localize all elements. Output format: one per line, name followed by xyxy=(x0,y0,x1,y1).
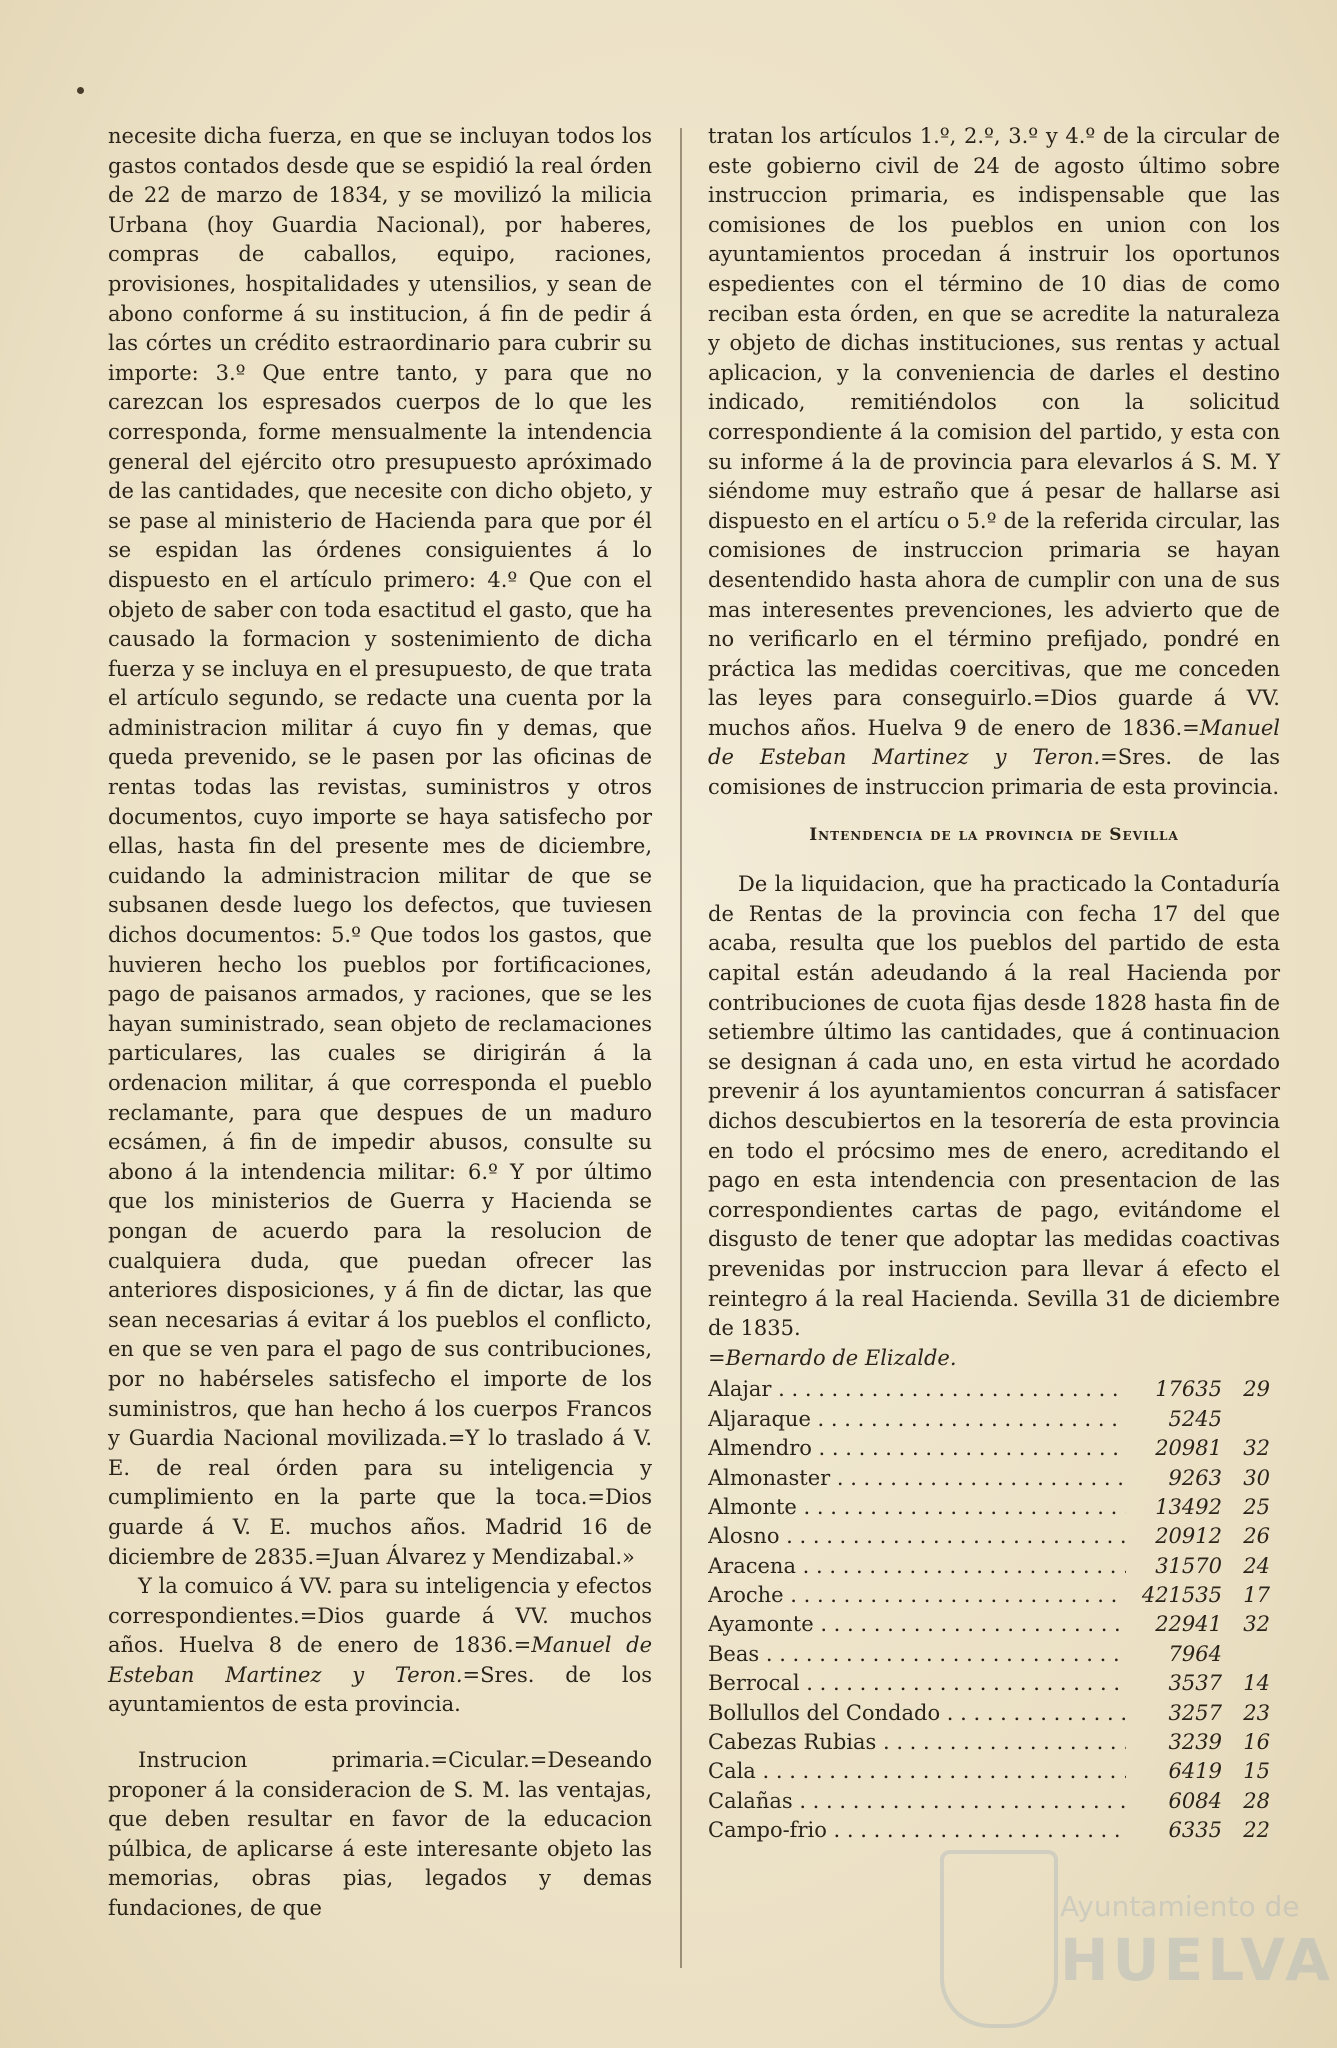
left-column xyxy=(108,122,652,1924)
table-row xyxy=(708,1669,1280,1698)
town-amount: 13492 xyxy=(1155,1494,1222,1519)
section-heading: Intendencia de la provincia de Sevilla xyxy=(809,824,1179,845)
table-row xyxy=(708,1581,1280,1610)
town-name: Aracena . . . xyxy=(708,1552,1126,1582)
right-paragraph-1-end: =Sres. de las comisiones de instruccion primaria de esta provincia. xyxy=(708,745,1280,800)
town-amount: 22941 xyxy=(1155,1612,1222,1637)
town-name: Berrocal . . . xyxy=(708,1669,1126,1699)
town-name: Beas . . . xyxy=(708,1640,1126,1670)
towns-table xyxy=(708,1375,1280,1845)
town-name: Cabezas Rubias . . . xyxy=(708,1728,1126,1758)
right-signature-1: Manuel de Esteban Martinez y Teron. xyxy=(708,715,1280,770)
town-amount: 6335 xyxy=(1168,1818,1222,1843)
town-amount: 7964 xyxy=(1168,1641,1222,1666)
left-signature: Manuel de Esteban Martinez y Teron. xyxy=(108,1633,652,1687)
watermark xyxy=(940,1850,1335,2040)
right-paragraph-1-text: tratan los artículos 1.º, 2.º, 3.º y 4.º de la circular de este gobierno civil de 24 de agosto último sobre instruccion primaria, es indispensable que las comisiones de los pueblos en union con los ayuntamientos procedan á instruir los oportunos espedientes con el término de 10 dias de como reciban esta órden, en que se acredite la naturaleza y objeto de dichas instituciones, sus rentas y actual aplicacion, y la conveniencia de darles el destino indicado, remitiéndolos con la solicitud correspondiente á la comision del partido, y esta con su informe á la de provincia para elevarlos á S. M. Y siéndome muy estraño que á pesar de hallarse asi dispuesto en el artícu o 5.º de la referida circular, las comisiones de instruccion primaria se hayan desentendido hasta ahora de cumplir con una de sus mas interesentes prevenciones, les advierto que de no verificarlo en el término prefijado, pondré en práctica las medidas coercitivas, que me conceden las leyes para conseguirlo.=Dios guarde á VV. muchos años. Huelva 9 de enero de 1836.= xyxy=(708,124,1280,740)
town-subamount: 30 xyxy=(1243,1465,1270,1490)
right-paragraph-2 xyxy=(708,870,1280,1373)
table-row xyxy=(708,1610,1280,1639)
town-subamount: 25 xyxy=(1243,1494,1270,1519)
paragraph-gap xyxy=(108,1720,652,1746)
town-amount: 3537 xyxy=(1168,1671,1222,1696)
town-amount: 20912 xyxy=(1155,1524,1222,1549)
town-amount: 421535 xyxy=(1141,1583,1222,1608)
town-amount: 9263 xyxy=(1168,1465,1222,1490)
table-row xyxy=(708,1816,1280,1845)
left-paragraph-2-end: =Sres. de los ayuntamientos de esta provincia. xyxy=(108,1662,652,1717)
left-paragraph-2-text: Y la comuico á VV. para su inteligencia y efectos correspondientes.=Dios guarde á VV. muchos años. Huelva 8 de enero de 1836.= xyxy=(108,1574,652,1658)
table-row xyxy=(708,1434,1280,1463)
right-paragraph-1 xyxy=(708,122,1280,803)
town-name: Almonte . . . xyxy=(708,1493,1126,1523)
table-row xyxy=(708,1787,1280,1816)
ink-dot xyxy=(77,87,84,94)
town-amount: 20981 xyxy=(1155,1436,1222,1461)
town-amount: 6084 xyxy=(1168,1788,1222,1813)
right-column xyxy=(708,122,1280,1846)
table-row xyxy=(708,1552,1280,1581)
town-subamount: 28 xyxy=(1243,1788,1270,1813)
town-amount: 3239 xyxy=(1168,1730,1222,1755)
right-signature-2: =Bernardo de Elizalde. xyxy=(708,1345,957,1370)
column-divider xyxy=(680,128,682,1968)
town-subamount: 32 xyxy=(1243,1612,1270,1637)
town-amount: 31570 xyxy=(1155,1553,1222,1578)
right-paragraph-2-text: De la liquidacion, que ha practicado la Contaduría de Rentas de la provincia con fecha 17 del que acaba, resulta que los pueblos del partido de esta capital están adeudando á la real Hacienda por contribuciones de cuota fijas desde 1828 hasta fin de setiembre último las cantidades, que á continuacion se designan á cada uno, en esta virtud he acordado prevenir á los ayuntamientos concurran á satisfacer dichos descubiertos en la tesorería de esta provincia en todo el prócsimo mes de enero, acreditando el pago en esta intendencia con presentacion de las correspondientes cartas de pago, evitándome el disgusto de tener que adoptar las medidas coactivas prevenidas por instruccion para llevar á efecto el reintegro á la real Hacienda. Sevilla 31 de diciembre de 1835. xyxy=(708,872,1280,1341)
town-name: Cala . . . xyxy=(708,1757,1126,1787)
town-subamount: 26 xyxy=(1243,1524,1270,1549)
table-row xyxy=(708,1405,1280,1434)
town-name: Alajar . . . xyxy=(708,1375,1126,1405)
table-row xyxy=(708,1493,1280,1522)
town-subamount: 22 xyxy=(1243,1818,1270,1843)
table-row xyxy=(708,1757,1280,1786)
watermark-big-text: HUELVA xyxy=(1060,1926,1335,1994)
town-subamount: 14 xyxy=(1243,1671,1270,1696)
table-row xyxy=(708,1640,1280,1669)
town-name: Bollullos del Condado . . . xyxy=(708,1699,1126,1729)
town-name: Calañas . . . xyxy=(708,1787,1126,1817)
town-subamount: 17 xyxy=(1243,1583,1270,1608)
table-row xyxy=(708,1464,1280,1493)
table-row xyxy=(708,1728,1280,1757)
town-subamount: 32 xyxy=(1243,1436,1270,1461)
coat-of-arms-icon xyxy=(940,1850,1058,2028)
left-paragraph-1: necesite dicha fuerza, en que se incluyan todos los gastos contados desde que se espidió la real órden de 22 de marzo de 1834, y se movilizó la milicia Urbana (hoy Guardia Nacional), por haberes, compras de caballos, equipo, raciones, provisiones, hospitalidades y utensilios, y sean de abono conforme á su institucion, á fin de pedir á las córtes un crédito estraordinario para cubrir su importe: 3.º Que entre tanto, y para que no carezcan los espresados cuerpos de lo que les corresponda, forme mensualmente la intendencia general del ejército otro presupuesto apróximado de las cantidades, que necesite con dicho objeto, y se pase al ministerio de Hacienda para que por él se espidan las órdenes consiguientes á lo dispuesto en el artículo primero: 4.º Que con el objeto de saber con toda esactitud el gasto, que ha causado la formacion y sostenimiento de dicha fuerza y se incluya en el presupuesto, de que trata el artículo segundo, se redacte una cuenta por la administracion militar á cuyo fin y demas, que queda prevenido, se le pasen por las oficinas de rentas todas las revistas, suministros y otros documentos, cuyo importe se haya satisfecho por ellas, hasta fin del presente mes de diciembre, cuidando la administracion militar de que se subsanen desde luego los defectos, que tuviesen dichos documentos: 5.º Que todos los gastos, que huvieren hecho los pueblos por fortificaciones, pago de paisanos armados, y raciones, que se les hayan suministrado, sean objeto de reclamaciones particulares, las cuales se dirigirán á la ordenacion militar, á que corresponda el pueblo reclamante, para que despues de un maduro ecsámen, á fin de impedir abusos, consulte su abono á la intendencia militar: 6.º Y por último que los ministerios de Guerra y Hacienda se pongan de acuerdo para la resolucion de cualquiera duda, que puedan ofrecer las anteriores disposiciones, y á fin de dictar, las que sean necesarias á evitar á los pueblos el conflicto, en que se ven para el pago de sus contribuciones, por no habérseles satisfecho el importe de los suministros, que han hecho á los cuerpos Francos y Guardia Nacional movilizada.=Y lo traslado á V. E. de real órden para su inteligencia y cumplimiento en la parte que la toca.=Dios guarde á V. E. muchos años. Madrid 16 de diciembre de 2835.=Juan Álvarez y Mendizabal.» xyxy=(108,124,652,1569)
town-amount: 5245 xyxy=(1168,1406,1222,1431)
town-name: Aroche . . . xyxy=(708,1581,1126,1611)
watermark-small-text: Ayuntamiento de xyxy=(1060,1890,1300,1923)
town-name: Almendro . . . xyxy=(708,1434,1126,1464)
table-row xyxy=(708,1699,1280,1728)
town-name: Ayamonte . . . xyxy=(708,1610,1126,1640)
town-name: Aljaraque . . . xyxy=(708,1405,1126,1435)
town-subamount: 15 xyxy=(1243,1759,1270,1784)
left-paragraph-3: Instrucion primaria.=Cicular.=Deseando proponer á la consideracion de S. M. las ventajas, que deben resultar en favor de la educacion púlbica, de aplicarse á este interesante objeto las memorias, obras pias, legados y demas fundaciones, de que xyxy=(108,1748,652,1921)
town-name: Almonaster . . . xyxy=(708,1464,1126,1494)
town-amount: 6419 xyxy=(1168,1759,1222,1784)
town-subamount: 29 xyxy=(1243,1377,1270,1402)
town-amount: 3257 xyxy=(1168,1700,1222,1725)
table-row xyxy=(708,1375,1280,1404)
town-amount: 17635 xyxy=(1155,1377,1222,1402)
town-subamount: 16 xyxy=(1243,1730,1270,1755)
town-subamount: 23 xyxy=(1243,1700,1270,1725)
table-row xyxy=(708,1522,1280,1551)
town-name: Alosno . . . xyxy=(708,1522,1126,1552)
left-paragraph-2 xyxy=(108,1572,652,1720)
town-name: Campo-frio . . . xyxy=(708,1816,1126,1846)
town-subamount: 24 xyxy=(1243,1553,1270,1578)
